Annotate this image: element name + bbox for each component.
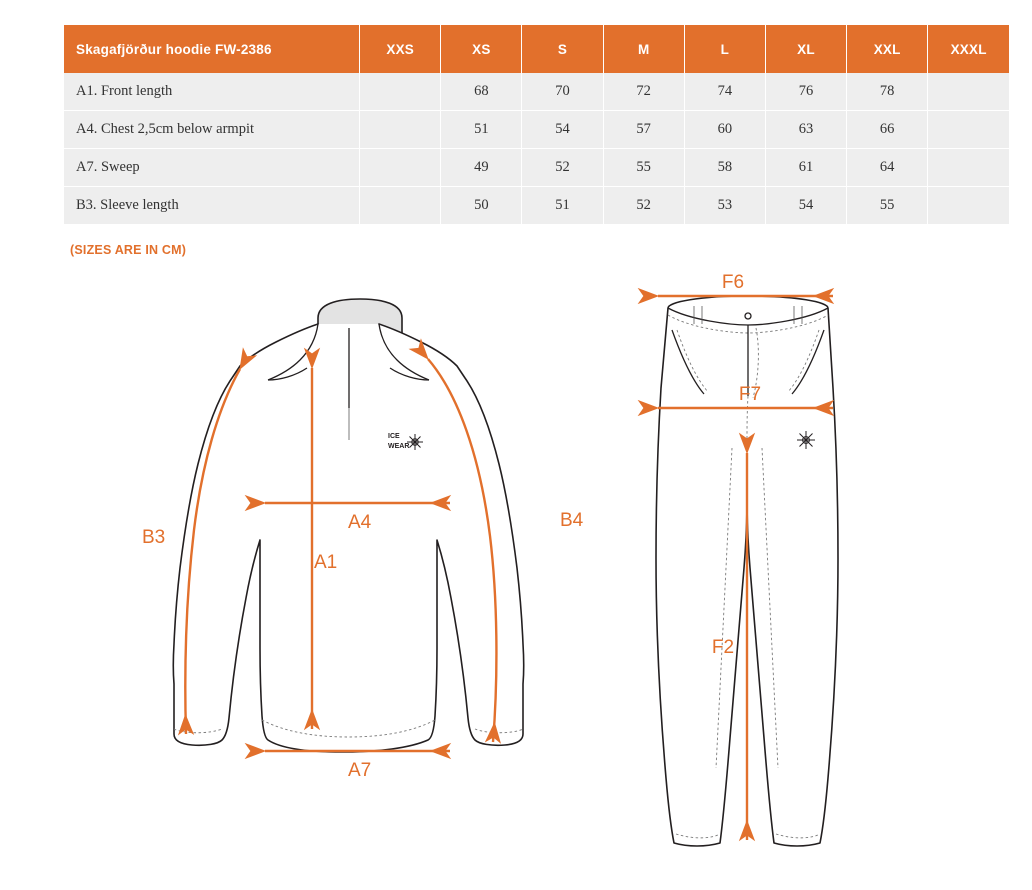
cell-value: 57	[603, 111, 684, 149]
measurement-label: A4. Chest 2,5cm below armpit	[64, 111, 360, 149]
brand-label-line2: WEAR	[388, 443, 410, 450]
table-row	[64, 187, 1009, 225]
cell-value	[928, 111, 1009, 149]
measure-b4-label: B4	[560, 510, 584, 531]
cell-value	[928, 187, 1009, 225]
cell-value: 64	[847, 149, 928, 187]
cell-value: 60	[684, 111, 765, 149]
cell-value: 63	[765, 111, 846, 149]
cell-value: 76	[765, 73, 846, 111]
cell-value: 51	[441, 111, 522, 149]
hoodie-front-diagram	[110, 268, 610, 828]
cell-value	[360, 111, 441, 149]
cell-value	[360, 149, 441, 187]
measurement-label: A7. Sweep	[64, 149, 360, 187]
table-header-xl: XL	[765, 25, 846, 73]
cell-value: 61	[765, 149, 846, 187]
measure-f6-label: F6	[721, 272, 745, 293]
cell-value	[360, 73, 441, 111]
illustrations-area	[0, 268, 1032, 888]
measurement-label: B3. Sleeve length	[64, 187, 360, 225]
table-row	[64, 73, 1009, 111]
cell-value: 52	[522, 149, 603, 187]
table-header-m: M	[603, 25, 684, 73]
table-header-xxxl: XXXL	[928, 25, 1009, 73]
measure-a1-label: A1	[314, 552, 338, 573]
cell-value: 58	[684, 149, 765, 187]
ice-wear-logo-icon	[797, 431, 815, 449]
cell-value: 54	[522, 111, 603, 149]
cell-value	[928, 149, 1009, 187]
cell-value: 72	[603, 73, 684, 111]
cell-value: 55	[847, 187, 928, 225]
table-header-l: L	[684, 25, 765, 73]
size-table-container	[64, 25, 1009, 224]
table-header-xxl: XXL	[847, 25, 928, 73]
cell-value: 66	[847, 111, 928, 149]
measure-b3-label: B3	[142, 527, 166, 548]
cell-value: 78	[847, 73, 928, 111]
table-header-row	[64, 25, 1009, 73]
size-table	[64, 25, 1009, 224]
cell-value	[928, 73, 1009, 111]
table-header-xs: XS	[441, 25, 522, 73]
measure-f7-label: F7	[738, 384, 762, 405]
cell-value: 54	[765, 187, 846, 225]
brand-label-line1: ICE	[388, 433, 400, 440]
measure-a4-label: A4	[348, 512, 372, 533]
measure-f2-label: F2	[711, 637, 735, 658]
cell-value: 53	[684, 187, 765, 225]
measure-a7-label: A7	[348, 760, 372, 781]
table-header-xxs: XXS	[360, 25, 441, 73]
cell-value: 50	[441, 187, 522, 225]
pants-front-diagram	[620, 268, 1000, 868]
cell-value: 70	[522, 73, 603, 111]
cell-value: 52	[603, 187, 684, 225]
table-row	[64, 111, 1009, 149]
units-note: (SIZES ARE IN CM)	[70, 243, 187, 257]
cell-value: 55	[603, 149, 684, 187]
cell-value: 51	[522, 187, 603, 225]
cell-value: 49	[441, 149, 522, 187]
table-row	[64, 149, 1009, 187]
measurement-label: A1. Front length	[64, 73, 360, 111]
table-header-s: S	[522, 25, 603, 73]
cell-value: 74	[684, 73, 765, 111]
table-product-label: Skagafjörður hoodie FW-2386	[64, 25, 360, 73]
cell-value: 68	[441, 73, 522, 111]
cell-value	[360, 187, 441, 225]
